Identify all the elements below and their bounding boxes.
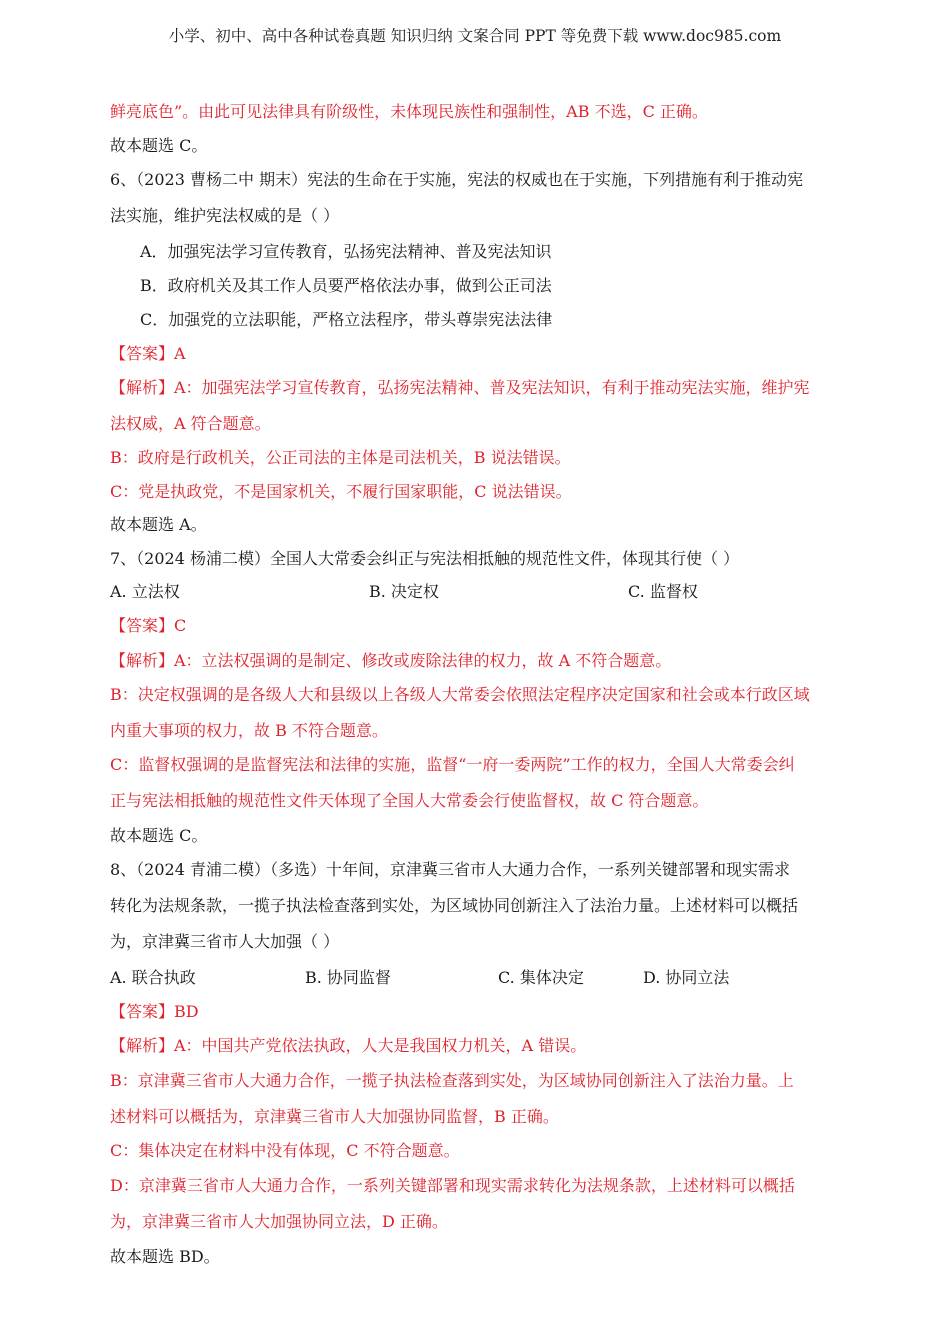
q8-stem-line: 转化为法规条款，一揽子执法检查落到实处，为区域协同创新注入了法治力量。上述材料可以概括 <box>110 896 799 915</box>
q5-analysis-tail: 鲜亮底色”。由此可见法律具有阶级性，未体现民族性和强制性，AB 不选，C 正确。 <box>110 102 708 121</box>
q7-stem: 7、（2024 杨浦二模）全国人大常委会纠正与宪法相抵触的规范性文件，体现其行使（ ） <box>110 549 740 568</box>
q6-stem-line2: 法实施，维护宪法权威的是（ ） <box>110 206 340 225</box>
q6-stem-line1: 6、（2023 曹杨二中 期末）宪法的生命在于实施，宪法的权威也在于实施，下列措施有利于推动宪 <box>110 170 804 189</box>
q7-analysis-line: C：监督权强调的是监督宪法和法律的实施，监督“一府一委两院”工作的权力，全国人大常委会纠 <box>110 755 795 774</box>
q7-option-a: A. 立法权 <box>110 582 180 601</box>
q8-conclusion: 故本题选 BD。 <box>110 1247 220 1266</box>
q6-option-b: B．政府机关及其工作人员要严格依法办事，做到公正司法 <box>140 276 552 295</box>
q8-analysis-line: 为，京津冀三省市人大加强协同立法，D 正确。 <box>110 1212 448 1231</box>
q8-option-d: D. 协同立法 <box>643 968 730 987</box>
q8-analysis-line: 【解析】A：中国共产党依法执政，人大是我国权力机关，A 错误。 <box>110 1036 587 1055</box>
q7-analysis-line: 正与宪法相抵触的规范性文件天体现了全国人大常委会行使监督权，故 C 符合题意。 <box>110 791 709 810</box>
q7-analysis-line: 内重大事项的权力，故 B 不符合题意。 <box>110 721 388 740</box>
q6-analysis-line: 法权威，A 符合题意。 <box>110 414 271 433</box>
q7-answer: 【答案】C <box>110 616 187 635</box>
q8-answer: 【答案】BD <box>110 1002 199 1021</box>
q6-analysis-line: B：政府是行政机关，公正司法的主体是司法机关，B 说法错误。 <box>110 448 571 467</box>
q8-stem-line: 8、（2024 青浦二模）（多选）十年间，京津冀三省市人大通力合作，一系列关键部署和现实需求 <box>110 860 790 879</box>
q8-option-b: B. 协同监督 <box>305 968 391 987</box>
q6-option-c: C．加强党的立法职能，严格立法程序，带头尊崇宪法法律 <box>140 310 553 329</box>
q6-analysis-line: C：党是执政党，不是国家机关，不履行国家职能，C 说法错误。 <box>110 482 572 501</box>
q7-analysis-line: B：决定权强调的是各级人大和县级以上各级人大常委会依照法定程序决定国家和社会或本行政区域 <box>110 685 810 704</box>
q8-option-a: A. 联合执政 <box>110 968 196 987</box>
q8-stem-line: 为，京津冀三省市人大加强（ ） <box>110 932 340 951</box>
q7-analysis-line: 【解析】A：立法权强调的是制定、修改或废除法律的权力，故 A 不符合题意。 <box>110 651 672 670</box>
q8-analysis-line: C：集体决定在材料中没有体现，C 不符合题意。 <box>110 1141 460 1160</box>
page-header: 小学、初中、高中各种试卷真题 知识归纳 文案合同 PPT 等免费下载 www.doc985.com <box>168 27 782 45</box>
q8-analysis-line: B：京津冀三省市人大通力合作，一揽子执法检查落到实处，为区域协同创新注入了法治力量。上 <box>110 1071 794 1090</box>
q6-option-a: A．加强宪法学习宣传教育，弘扬宪法精神、普及宪法知识 <box>140 242 552 261</box>
q7-option-c: C. 监督权 <box>628 582 698 601</box>
q7-option-b: B. 决定权 <box>369 582 439 601</box>
q8-analysis-line: 述材料可以概括为，京津冀三省市人大加强协同监督，B 正确。 <box>110 1107 559 1126</box>
q6-answer: 【答案】A <box>110 344 186 363</box>
q7-conclusion: 故本题选 C。 <box>110 826 208 845</box>
q5-conclusion: 故本题选 C。 <box>110 136 208 155</box>
q6-analysis-line: 【解析】A：加强宪法学习宣传教育，弘扬宪法精神、普及宪法知识，有利于推动宪法实施，维护宪 <box>110 378 810 397</box>
q8-analysis-line: D：京津冀三省市人大通力合作，一系列关键部署和现实需求转化为法规条款，上述材料可以概括 <box>110 1176 795 1195</box>
q8-option-c: C. 集体决定 <box>498 968 584 987</box>
q6-conclusion: 故本题选 A。 <box>110 515 207 534</box>
